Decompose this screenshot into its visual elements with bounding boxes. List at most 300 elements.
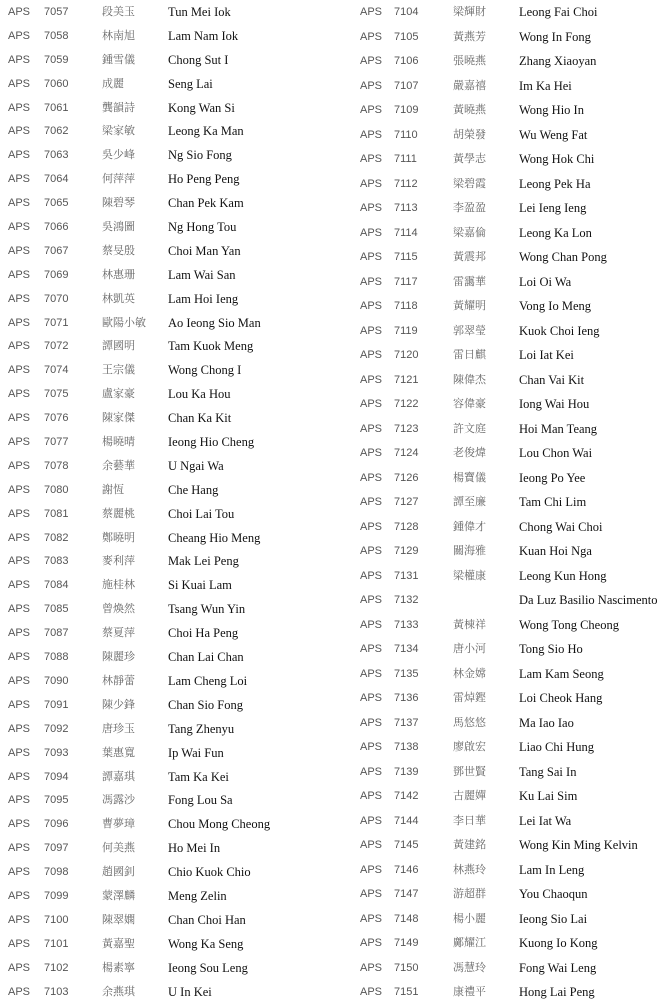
registry-number: 7121 <box>394 373 419 386</box>
registry-number: 7081 <box>44 507 69 520</box>
registry-code: APS <box>8 125 31 138</box>
name-list-row <box>352 637 670 662</box>
english-name: Leong Pek Ha <box>519 176 591 191</box>
english-name: Lam Kam Seong <box>519 666 604 681</box>
english-name: Da Luz Basilio Nascimento <box>519 593 658 607</box>
registry-code: APS <box>8 268 31 281</box>
registry-code: APS <box>360 618 383 631</box>
registry-number: 7070 <box>44 292 69 305</box>
name-list-row <box>0 72 350 96</box>
english-name: Chan Choi Han <box>168 912 246 927</box>
registry-number: 7077 <box>44 436 69 449</box>
name-list-row <box>352 172 670 197</box>
chinese-name: 馮露沙 <box>102 793 135 807</box>
registry-number: 7060 <box>44 77 69 90</box>
registry-code: APS <box>360 520 383 533</box>
chinese-name: 楊曉晴 <box>102 435 135 449</box>
name-list-row <box>352 539 670 564</box>
registry-code: APS <box>360 30 383 43</box>
registry-code: APS <box>8 866 31 879</box>
english-name: Chong Wai Choi <box>519 519 603 534</box>
registry-number: 7119 <box>394 324 418 337</box>
registry-code: APS <box>8 985 31 998</box>
english-name: Lam Wai San <box>168 267 236 282</box>
chinese-name: 胡榮發 <box>453 127 486 141</box>
registry-code: APS <box>360 422 383 435</box>
registry-number: 7137 <box>394 716 419 729</box>
registry-code: APS <box>360 716 383 729</box>
name-list-row <box>0 812 350 836</box>
name-list-row <box>352 147 670 172</box>
english-name: Tam Kuok Meng <box>168 339 254 354</box>
english-name: Lei Iat Wa <box>519 813 572 828</box>
registry-number: 7131 <box>394 569 419 582</box>
registry-code: APS <box>360 937 383 949</box>
chinese-name: 林凱英 <box>102 291 135 305</box>
registry-code: APS <box>8 722 31 735</box>
registry-number: 7132 <box>394 594 419 606</box>
name-list-row <box>0 263 350 287</box>
english-name: Chan Pek Kam <box>168 196 244 211</box>
registry-number: 7102 <box>44 961 69 974</box>
registry-number: 7109 <box>394 104 419 116</box>
english-name: Ng Hong Tou <box>168 220 237 235</box>
registry-code: APS <box>8 698 31 711</box>
name-list-row <box>0 669 350 693</box>
chinese-name: 陳少鋒 <box>102 697 135 711</box>
english-name: Ho Peng Peng <box>168 172 240 187</box>
registry-number: 7064 <box>44 173 69 186</box>
name-list-row <box>352 613 670 638</box>
registry-code: APS <box>8 412 31 425</box>
english-name: Tsang Wun Yin <box>168 602 246 617</box>
english-name: Leong Ka Lon <box>519 225 592 240</box>
name-list-row <box>0 788 350 812</box>
name-list-row <box>0 239 350 263</box>
english-name: Tang Zhenyu <box>168 721 235 736</box>
name-list-row <box>0 143 350 167</box>
name-list-row <box>352 270 670 295</box>
name-list-row <box>352 931 670 956</box>
registry-code: APS <box>8 842 31 855</box>
chinese-name: 黃耀明 <box>453 299 486 312</box>
registry-number: 7061 <box>44 101 69 114</box>
chinese-name: 余燕琪 <box>102 984 135 998</box>
chinese-name: 蔡麗桃 <box>102 506 135 520</box>
name-list-row <box>0 48 350 72</box>
name-list-row <box>352 368 670 393</box>
english-name: Chan Sio Fong <box>168 697 244 712</box>
english-name: Chan Lai Chan <box>168 650 244 665</box>
name-list-row <box>352 686 670 711</box>
registry-number: 7065 <box>44 197 69 210</box>
registry-number: 7100 <box>44 913 69 926</box>
chinese-name: 梁嘉倫 <box>453 225 486 239</box>
registry-number: 7066 <box>44 221 69 234</box>
registry-number: 7120 <box>394 349 419 361</box>
english-name: Loi Iat Kei <box>519 348 574 362</box>
english-name: Choi Man Yan <box>168 243 241 258</box>
registry-number: 7074 <box>44 364 69 377</box>
english-name: Leong Ka Man <box>168 124 244 139</box>
registry-number: 7071 <box>44 316 69 329</box>
name-list-row <box>352 441 670 466</box>
english-name: Chan Ka Kit <box>168 411 232 426</box>
name-list-row <box>352 858 670 883</box>
name-list-row <box>0 621 350 645</box>
chinese-name: 歐陽小敏 <box>102 315 146 329</box>
english-name: Tong Sio Ho <box>519 642 583 656</box>
registry-number: 7148 <box>394 912 419 925</box>
chinese-name: 鄧世賢 <box>453 764 486 778</box>
english-name: Ieong Sio Lai <box>519 911 588 926</box>
english-name: Choi Ha Peng <box>168 626 239 641</box>
chinese-name: 李日華 <box>453 813 486 827</box>
registry-code: APS <box>360 6 383 18</box>
chinese-name: 陳家傑 <box>102 411 135 425</box>
registry-code: APS <box>8 818 31 831</box>
registry-code: APS <box>8 531 31 544</box>
name-list-right-column <box>352 0 670 1005</box>
name-list-row <box>352 956 670 981</box>
registry-code: APS <box>360 104 383 116</box>
chinese-name: 譚至廉 <box>453 495 486 508</box>
name-list-row <box>0 311 350 335</box>
registry-number: 7098 <box>44 866 69 879</box>
registry-code: APS <box>360 692 383 704</box>
chinese-name: 鍾偉才 <box>453 519 486 533</box>
chinese-name: 陳麗珍 <box>102 650 135 664</box>
name-list-row <box>0 693 350 717</box>
registry-code: APS <box>360 251 383 263</box>
chinese-name: 施桂林 <box>102 578 135 592</box>
chinese-name: 陳碧琴 <box>102 196 135 210</box>
name-list-row <box>0 478 350 502</box>
english-name: Chong Sut I <box>168 52 229 67</box>
english-name: Lam Nam Iok <box>168 28 239 43</box>
chinese-name: 黃嘉聖 <box>102 936 135 950</box>
registry-code: APS <box>360 667 383 680</box>
registry-number: 7124 <box>394 447 419 459</box>
english-name: Lou Ka Hou <box>168 387 231 402</box>
registry-code: APS <box>360 961 383 974</box>
registry-code: APS <box>8 913 31 926</box>
registry-number: 7103 <box>44 985 69 998</box>
chinese-name: 張曉燕 <box>453 54 486 67</box>
registry-code: APS <box>360 300 383 312</box>
registry-number: 7135 <box>394 667 419 680</box>
registry-code: APS <box>360 814 383 827</box>
name-list-row <box>0 454 350 478</box>
registry-code: APS <box>360 912 383 925</box>
registry-number: 7107 <box>394 79 419 92</box>
english-name: Tam Chi Lim <box>519 495 587 509</box>
english-name: Hoi Man Teang <box>519 421 598 436</box>
english-name: Wong Chan Pong <box>519 250 607 264</box>
english-name: Seng Lai <box>168 76 213 91</box>
registry-number: 7076 <box>44 412 69 425</box>
english-name: You Chaoqun <box>519 887 588 901</box>
english-name: Tam Ka Kei <box>168 769 229 784</box>
registry-number: 7082 <box>44 531 69 544</box>
chinese-name: 林靜蕾 <box>102 673 135 687</box>
english-name: Wong Chong I <box>168 363 242 378</box>
chinese-name: 林南旭 <box>102 28 135 42</box>
registry-code: APS <box>8 794 31 807</box>
registry-code: APS <box>360 128 383 141</box>
english-name: Tang Sai In <box>519 764 577 779</box>
registry-number: 7111 <box>394 153 417 165</box>
english-name: Wong Kin Ming Kelvin <box>519 838 638 852</box>
english-name: Lam Hoi Ieng <box>168 291 239 306</box>
english-name: Che Hang <box>168 482 219 497</box>
registry-number: 7128 <box>394 520 419 533</box>
name-list-row <box>352 466 670 491</box>
name-list-row <box>352 809 670 834</box>
registry-number: 7092 <box>44 722 69 735</box>
english-name: Wong Tong Cheong <box>519 617 619 632</box>
name-list-row <box>0 382 350 406</box>
chinese-name: 何美燕 <box>102 841 135 855</box>
registry-number: 7088 <box>44 651 69 664</box>
chinese-name: 陳翠嫻 <box>102 912 135 926</box>
english-name: Lou Chon Wai <box>519 446 593 460</box>
chinese-name: 陳偉杰 <box>453 372 486 386</box>
english-name: Wong Ka Seng <box>168 936 244 951</box>
english-name: Meng Zelin <box>168 888 227 903</box>
registry-number: 7093 <box>44 746 69 759</box>
chinese-name: 嚴嘉禧 <box>453 78 486 92</box>
name-list-row <box>0 119 350 143</box>
name-list-row <box>0 358 350 382</box>
name-list-row <box>352 711 670 736</box>
name-list-row <box>0 526 350 550</box>
chinese-name: 鄭曉明 <box>102 530 135 544</box>
registry-number: 7127 <box>394 496 419 508</box>
registry-number: 7101 <box>44 937 69 950</box>
registry-code: APS <box>8 77 31 90</box>
registry-code: APS <box>8 459 31 472</box>
registry-number: 7062 <box>44 125 69 138</box>
registry-code: APS <box>360 594 383 606</box>
name-list-row <box>0 860 350 884</box>
english-name: U Ngai Wa <box>168 458 224 473</box>
registry-code: APS <box>8 961 31 974</box>
english-name: Ho Mei In <box>168 841 221 856</box>
english-name: Ieong Sou Leng <box>168 960 248 975</box>
registry-code: APS <box>8 507 31 520</box>
registry-code: APS <box>8 388 31 401</box>
chinese-name: 謝恆 <box>102 482 124 496</box>
registry-number: 7083 <box>44 555 69 568</box>
english-name: Ao Ieong Sio Man <box>168 315 261 330</box>
registry-code: APS <box>360 569 383 582</box>
english-name: Wong Hio In <box>519 103 584 117</box>
chinese-name: 古麗嬋 <box>453 789 486 802</box>
registry-code: APS <box>360 471 383 484</box>
name-list-row <box>352 25 670 50</box>
registry-code: APS <box>8 579 31 592</box>
chinese-name: 鄺耀江 <box>453 936 486 949</box>
chinese-name: 何萍萍 <box>102 172 135 186</box>
registry-number: 7084 <box>44 579 69 592</box>
chinese-name: 曹夢璋 <box>102 817 135 831</box>
registry-code: APS <box>8 316 31 329</box>
name-list-row <box>352 123 670 148</box>
registry-code: APS <box>360 790 383 802</box>
english-name: Kong Wan Si <box>168 100 235 115</box>
registry-code: APS <box>8 770 31 783</box>
registry-number: 7122 <box>394 398 419 410</box>
registry-code: APS <box>360 373 383 386</box>
name-list-row <box>352 294 670 319</box>
english-name: Chou Mong Cheong <box>168 817 271 832</box>
name-list-row <box>352 564 670 589</box>
registry-number: 7072 <box>44 340 69 353</box>
english-name: Choi Lai Tou <box>168 506 235 521</box>
english-name: Wu Weng Fat <box>519 127 588 142</box>
chinese-name: 雷日麒 <box>453 348 486 361</box>
registry-number: 7106 <box>394 55 419 67</box>
english-name: Hong Lai Peng <box>519 985 595 999</box>
english-name: U In Kei <box>168 984 212 999</box>
chinese-name: 游超群 <box>453 887 486 900</box>
chinese-name: 林燕玲 <box>453 862 486 876</box>
registry-code: APS <box>8 197 31 210</box>
registry-number: 7145 <box>394 839 419 851</box>
name-list-row <box>352 343 670 368</box>
registry-code: APS <box>360 839 383 851</box>
name-list-row <box>0 765 350 789</box>
chinese-name: 段美玉 <box>102 5 135 18</box>
registry-code: APS <box>8 6 31 18</box>
english-name: Ieong Po Yee <box>519 470 586 485</box>
registry-number: 7085 <box>44 603 69 616</box>
registry-number: 7096 <box>44 818 69 831</box>
english-name: Ku Lai Sim <box>519 789 578 803</box>
chinese-name: 黃建銘 <box>453 838 486 851</box>
chinese-name: 關海雅 <box>453 544 486 557</box>
chinese-name: 林惠珊 <box>102 267 135 281</box>
english-name: Liao Chi Hung <box>519 740 594 754</box>
registry-number: 7059 <box>44 53 69 66</box>
english-name: Ip Wai Fun <box>168 745 224 760</box>
english-name: Si Kuai Lam <box>168 578 232 593</box>
english-name: Leong Kun Hong <box>519 568 607 583</box>
registry-code: APS <box>8 555 31 568</box>
name-list-row <box>352 245 670 270</box>
registry-number: 7147 <box>394 888 419 900</box>
chinese-name: 楊素寧 <box>102 960 135 974</box>
registry-code: APS <box>360 275 383 288</box>
registry-number: 7090 <box>44 674 69 687</box>
chinese-name: 黃震邦 <box>453 250 486 263</box>
registry-number: 7057 <box>44 6 69 18</box>
name-list-row <box>0 191 350 215</box>
english-name: Iong Wai Hou <box>519 397 590 411</box>
name-list-row <box>352 907 670 932</box>
chinese-name: 唐小河 <box>453 642 486 655</box>
name-list-row <box>352 417 670 442</box>
name-list-row <box>352 490 670 515</box>
name-list-row <box>0 884 350 908</box>
english-name: Kuong Io Kong <box>519 936 598 950</box>
english-name: Fong Wai Leng <box>519 960 597 975</box>
registry-code: APS <box>8 937 31 950</box>
name-list-row <box>0 24 350 48</box>
name-list-row <box>0 597 350 621</box>
registry-code: APS <box>8 244 31 257</box>
registry-number: 7080 <box>44 483 69 496</box>
registry-code: APS <box>360 79 383 92</box>
name-list-row <box>352 0 670 25</box>
name-list-row <box>352 98 670 123</box>
chinese-name: 黃學志 <box>453 152 486 165</box>
english-name: Ng Sio Fong <box>168 148 232 163</box>
registry-code: APS <box>360 226 383 239</box>
name-list-row <box>0 0 350 24</box>
english-name: Kuok Choi Ieng <box>519 323 600 338</box>
registry-number: 7110 <box>394 128 418 141</box>
chinese-name: 楊小麗 <box>453 911 486 925</box>
english-name: Wong Hok Chi <box>519 152 595 166</box>
name-list-row <box>0 717 350 741</box>
registry-number: 7087 <box>44 627 69 640</box>
name-list-row <box>352 980 670 1005</box>
english-name: Chan Vai Kit <box>519 372 585 387</box>
chinese-name: 李盈盈 <box>453 201 486 214</box>
chinese-name: 廖啟宏 <box>453 740 486 753</box>
english-name: Im Ka Hei <box>519 78 572 93</box>
english-name: Mak Lei Peng <box>168 554 239 569</box>
registry-code: APS <box>8 221 31 234</box>
registry-code: APS <box>8 627 31 640</box>
registry-code: APS <box>8 149 31 162</box>
name-list-row <box>0 96 350 120</box>
registry-code: APS <box>8 674 31 687</box>
registry-number: 7146 <box>394 863 419 876</box>
chinese-name: 龔韻詩 <box>102 100 135 114</box>
name-list-row <box>352 784 670 809</box>
registry-code: APS <box>360 986 383 998</box>
chinese-name: 盧家豪 <box>102 387 135 401</box>
chinese-name: 鍾雪儀 <box>102 52 135 66</box>
registry-number: 7129 <box>394 545 419 557</box>
registry-code: APS <box>360 741 383 753</box>
name-list-row <box>352 588 670 613</box>
registry-code: APS <box>360 545 383 557</box>
registry-number: 7117 <box>394 275 418 288</box>
registry-code: APS <box>8 436 31 449</box>
registry-number: 7097 <box>44 842 69 855</box>
chinese-name: 譚嘉琪 <box>102 769 135 783</box>
name-list-row <box>352 882 670 907</box>
registry-number: 7123 <box>394 422 419 435</box>
registry-code: APS <box>360 324 383 337</box>
name-list-row <box>0 645 350 669</box>
registry-number: 7144 <box>394 814 419 827</box>
registry-number: 7115 <box>394 251 418 263</box>
registry-code: APS <box>8 29 31 42</box>
english-name: Cheang Hio Meng <box>168 530 261 545</box>
chinese-name: 梁輝財 <box>453 5 486 18</box>
english-name: Vong Io Meng <box>519 299 591 313</box>
name-list-row <box>352 319 670 344</box>
registry-code: APS <box>8 340 31 353</box>
chinese-name: 康禮平 <box>453 985 486 998</box>
name-list-row <box>0 287 350 311</box>
chinese-name: 郭翠瑩 <box>453 323 486 337</box>
